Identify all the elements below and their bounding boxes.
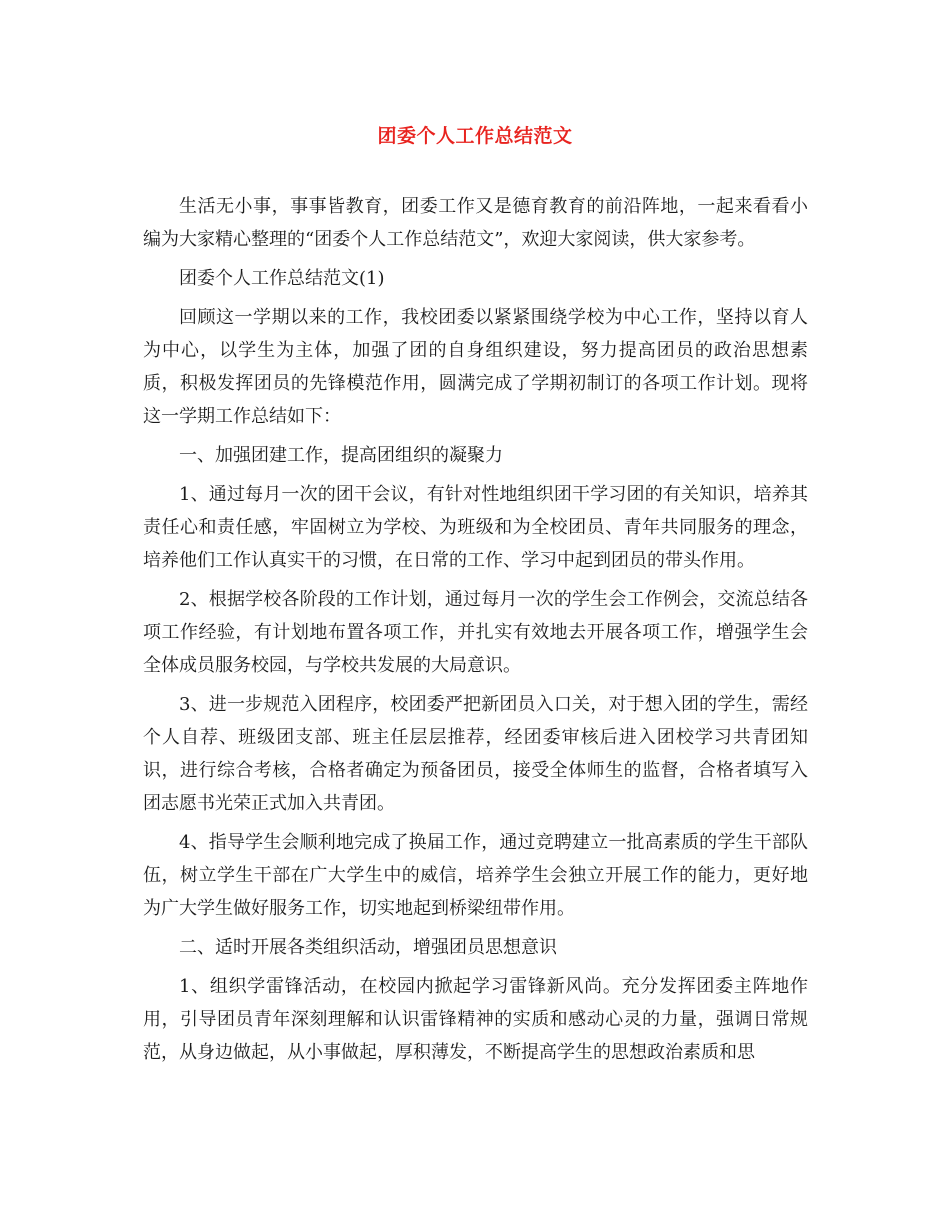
item-paragraph-2: 2、根据学校各阶段的工作计划，通过每月一次的学生会工作例会，交流总结各项工作经验，有计划地布置各项工作，并扎实有效地去开展各项工作，增强学生会全体成员服务校园，与学校共发展的大局意识。	[143, 589, 808, 676]
section-heading-1: 团委个人工作总结范文(1)	[179, 268, 385, 289]
item-paragraph-3: 3、进一步规范入团程序，校团委严把新团员入口关，对于想入团的学生，需经个人自荐、班级团支部、班主任层层推荐，经团委审核后进入团校学习共青团知识，进行综合考核，合格者确定为预备团员，接受全体师生的监督，合格者填写入团志愿书光荣正式加入共青团。	[143, 694, 808, 814]
item-paragraph-1: 1、通过每月一次的团干会议，有针对性地组织团干学习团的有关知识，培养其责任心和责任感，牢固树立为学校、为班级和为全校团员、青年共同服务的理念，培养他们工作认真实干的习惯，在日常的工作、学习中起到团员的带头作用。	[143, 484, 808, 571]
document-title: 团委个人工作总结范文	[377, 125, 573, 147]
document-body	[143, 190, 808, 1069]
intro-paragraph: 生活无小事，事事皆教育，团委工作又是德育教育的前沿阵地，一起来看看小编为大家精心整理的“团委个人工作总结范文”，欢迎大家阅读，供大家参考。	[143, 196, 808, 250]
item-paragraph-5: 1、组织学雷锋活动，在校园内掀起学习雷锋新风尚。充分发挥团委主阵地作用，引导团员青年深刻理解和认识雷锋精神的实质和感动心灵的力量，强调日常规范，从身边做起，从小事做起，厚积薄发，不断提高学生的思想政治素质和思	[143, 976, 808, 1063]
section-heading-part-two: 二、适时开展各类组织活动，增强团员思想意识	[179, 937, 557, 958]
item-paragraph-4: 4、指导学生会顺利地完成了换届工作，通过竞聘建立一批高素质的学生干部队伍，树立学生干部在广大学生中的威信，培养学生会独立开展工作的能力，更好地为广大学生做好服务工作，切实地起到桥梁纽带作用。	[143, 832, 808, 919]
review-paragraph: 回顾这一学期以来的工作，我校团委以紧紧围绕学校为中心工作，坚持以育人为中心，以学生为主体，加强了团的自身组织建设，努力提高团员的政治思想素质，积极发挥团员的先锋模范作用，圆满完成了学期初制订的各项工作计划。现将这一学期工作总结如下：	[143, 307, 808, 427]
section-heading-part-one: 一、加强团建工作，提高团组织的凝聚力	[179, 445, 503, 466]
